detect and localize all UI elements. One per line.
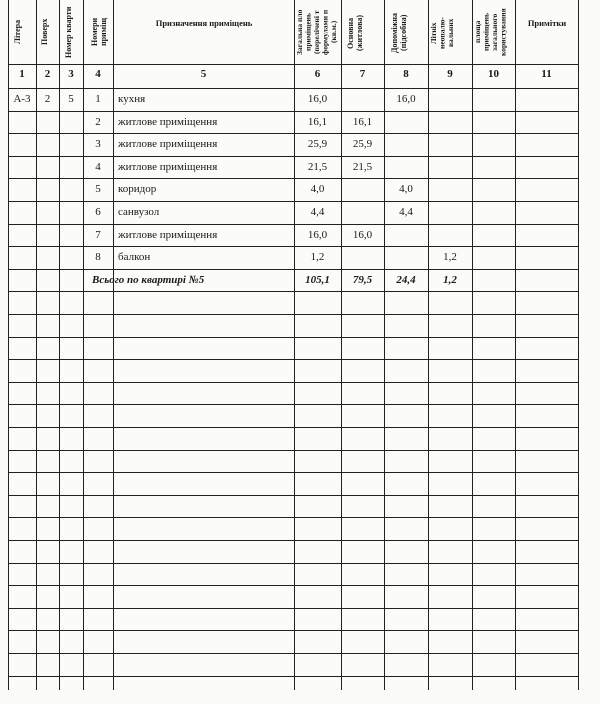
grid-line: [8, 269, 579, 270]
table-cell-nomer: 2: [95, 116, 101, 128]
grid-line: [8, 517, 579, 518]
table-cell-zahalna: 16,0: [307, 93, 328, 105]
total-litni: 1,2: [443, 274, 457, 286]
table-cell-nomer: 4: [95, 161, 101, 173]
table-cell-pryznachennia: балкон: [118, 251, 151, 263]
header-zahalna-ploshcha: Загальна пло приміщень (перелічені т формулами п (кв.м.): [295, 9, 338, 55]
table-cell-kvartyra: 5: [68, 93, 74, 105]
table-cell-dopomizhna: 4,0: [399, 183, 413, 195]
header-rule: [8, 64, 579, 65]
grid-line: [341, 0, 342, 690]
table-cell-zahalna: 1,2: [310, 251, 325, 263]
col-number-2: 2: [44, 68, 51, 80]
table-cell-osnovna: 25,9: [352, 138, 373, 150]
grid-line: [472, 0, 473, 690]
total-zahalna: 105,1: [305, 274, 330, 286]
header-poverkh: Поверх: [40, 18, 49, 46]
col-number-11: 11: [541, 68, 552, 80]
col-number-9: 9: [447, 68, 453, 80]
table-cell-dopomizhna: 4,4: [399, 206, 413, 218]
col-number-5: 5: [200, 68, 207, 80]
table-cell-litera: А-3: [13, 93, 31, 105]
header-pryznachennia: Призначення приміщень: [155, 18, 253, 28]
grid-line: [578, 0, 579, 690]
grid-line: [8, 540, 579, 541]
table-cell-nomer: 6: [95, 206, 101, 218]
grid-line: [8, 382, 579, 383]
table-cell-pryznachennia: коридор: [118, 183, 157, 195]
header-ploshcha-zahalnoho: площа приміщень загального користування: [473, 8, 508, 56]
table-cell-zahalna: 16,0: [307, 229, 328, 241]
table-cell-pryznachennia: кухня: [118, 93, 146, 105]
header-nomery-prymishchen: Номери приміщ: [90, 17, 108, 47]
grid-line: [8, 427, 579, 428]
table-cell-nomer: 1: [95, 93, 101, 105]
table-cell-nomer: 7: [95, 229, 101, 241]
table-cell-osnovna: 16,1: [352, 116, 373, 128]
table-cell-zahalna: 4,0: [310, 183, 325, 195]
grid-line: [8, 88, 579, 89]
table-cell-poverkh: 2: [44, 93, 51, 105]
col-number-4: 4: [95, 68, 101, 80]
table-cell-pryznachennia: житлове приміщення: [118, 229, 218, 241]
table-cell-zahalna: 16,1: [307, 116, 328, 128]
table-cell-pryznachennia: санвузол: [118, 206, 160, 218]
table-cell-pryznachennia: житлове приміщення: [118, 116, 218, 128]
col-number-7: 7: [359, 68, 366, 80]
table-cell-nomer: 3: [95, 138, 101, 150]
grid-line: [8, 359, 579, 360]
grid-line: [8, 246, 579, 247]
total-dopomizhna: 24,4: [396, 274, 416, 286]
col-number-6: 6: [314, 68, 321, 80]
grid-line: [8, 585, 579, 586]
table-cell-dopomizhna: 16,0: [396, 93, 416, 105]
table-cell-pryznachennia: житлове приміщення: [118, 138, 218, 150]
grid-line: [8, 630, 579, 631]
total-osnovna: 79,5: [352, 274, 373, 286]
table-cell-osnovna: 16,0: [352, 229, 373, 241]
total-label: Всього по квартирі №5: [92, 274, 205, 286]
header-osnovna: Основна (житлова): [346, 14, 364, 52]
header-litera: Літера: [13, 19, 22, 45]
grid-line: [8, 495, 579, 496]
grid-line: [8, 450, 579, 451]
grid-line: [428, 0, 429, 690]
table-cell-nomer: 8: [95, 251, 101, 263]
col-number-10: 10: [488, 68, 499, 80]
table-cell-zahalna: 4,4: [310, 206, 325, 218]
header-litnikh: Літніх неопалю- вальних: [429, 17, 455, 49]
grid-line: [8, 337, 579, 338]
grid-line: [8, 133, 579, 134]
table-cell-pryznachennia: житлове приміщення: [118, 161, 218, 173]
header-nomer-kvartyry: Номер кварти: [64, 6, 73, 58]
grid-line: [8, 563, 579, 564]
table-cell-zahalna: 21,5: [307, 161, 328, 173]
table-cell-osnovna: 21,5: [352, 161, 373, 173]
grid-line: [8, 224, 579, 225]
grid-line: [8, 111, 579, 112]
grid-line: [8, 156, 579, 157]
grid-line: [8, 201, 579, 202]
grid-line: [8, 291, 579, 292]
col-number-1: 1: [19, 68, 25, 80]
grid-line: [8, 314, 579, 315]
col-number-8: 8: [403, 68, 409, 80]
col-number-3: 3: [68, 68, 74, 80]
grid-line: [515, 0, 516, 690]
grid-line: [8, 472, 579, 473]
table-cell-zahalna: 25,9: [307, 138, 328, 150]
table-cell-nomer: 5: [95, 183, 101, 195]
table-cell-litni: 1,2: [443, 251, 457, 263]
grid-line: [8, 608, 579, 609]
grid-line: [8, 653, 579, 654]
grid-line: [8, 676, 579, 677]
grid-line: [8, 178, 579, 179]
header-dopomizhna: Допоміжна (підсобна): [390, 12, 408, 54]
grid-line: [113, 0, 114, 690]
header-prymitky: Примітки: [527, 18, 567, 28]
grid-line: [8, 404, 579, 405]
